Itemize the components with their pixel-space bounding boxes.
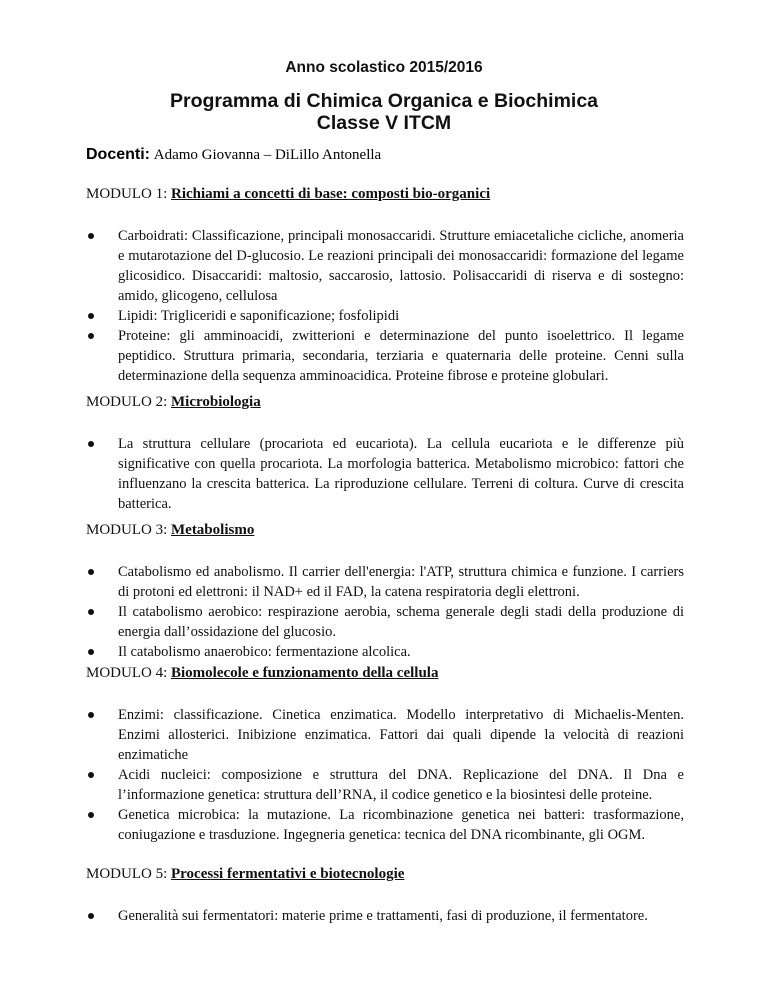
list-item [86, 805, 684, 845]
list-item-text: Proteine: gli amminoacidi, zwitterioni e determinazione del punto isoelettrico. Il legame peptidico. Struttura primaria, secondaria, terziaria e quaternaria delle proteine. Cenni sulla determinazione della sequenza amminoacidica. Proteine fibrose e proteine globulari. [118, 328, 684, 384]
module-4-list [86, 705, 684, 845]
module-4-heading [86, 665, 438, 682]
module-topic: Biomolecole e funzionamento della cellula [171, 665, 439, 681]
module-prefix: MODULO 3: [86, 522, 168, 538]
class-title: Classe V ITCM [316, 112, 452, 134]
list-item [86, 765, 684, 805]
list-item-text: Carboidrati: Classificazione, principali monosaccaridi. Strutture emiacetaliche cicliche, anomeria e mutarotazione del D-glucosio. Le reazioni principali dei monosaccaridi: formazione del legame glicosidico. Disaccaridi: maltosio, saccarosio, lattosio. Polisaccaridi di riserva e di sostegno: amido, glicogeno, cellulosa [118, 228, 684, 304]
bullet-icon [88, 712, 94, 718]
bullet-icon [88, 772, 94, 778]
module-prefix: MODULO 4: [86, 665, 168, 681]
list-item [86, 642, 684, 662]
module-prefix: MODULO 1: [86, 186, 168, 202]
list-item-text: Lipidi: Trigliceridi e saponificazione; fosfolipidi [118, 308, 400, 324]
list-item [86, 906, 684, 926]
teachers-label: Docenti: [86, 146, 150, 163]
bullet-icon [88, 609, 94, 615]
bullet-icon [88, 313, 94, 319]
list-item-text: Acidi nucleici: composizione e struttura del DNA. Replicazione del DNA. Il Dna e l’informazione genetica: struttura dell’RNA, il codice genetico e la biosintesi delle proteine. [118, 767, 684, 803]
list-item [86, 562, 684, 602]
module-2-heading [86, 394, 261, 411]
list-item-text: La struttura cellulare (procariota ed eucariota). La cellula eucariota e le differenze più significative con quella procariota. La morfologia batterica. Metabolismo microbico: fattori che influenzano la crescita batterica. La riproduzione cellulare. Terreni di coltura. Curve di crescita batterica. [118, 436, 684, 512]
module-5-list [86, 906, 684, 926]
list-item-text: Generalità sui fermentatori: materie prime e trattamenti, fasi di produzione, il fermentatore. [118, 908, 648, 924]
bullet-icon [88, 913, 94, 919]
list-item [86, 326, 684, 386]
module-2-list [86, 434, 684, 514]
module-topic: Richiami a concetti di base: composti bio-organici [171, 186, 491, 202]
module-3-heading [86, 522, 254, 539]
list-item-text: Enzimi: classificazione. Cinetica enzimatica. Modello interpretativo di Michaelis-Menten. Enzimi allosterici. Inibizione enzimatica. Fattori dai quali dipende la velocità di reazioni enzimatiche [118, 707, 684, 763]
program-title: Programma di Chimica Organica e Biochimica [169, 90, 599, 112]
module-5-heading [86, 866, 404, 883]
list-item [86, 226, 684, 306]
module-1-list [86, 226, 684, 386]
bullet-icon [88, 233, 94, 239]
teachers-names: Adamo Giovanna – DiLillo Antonella [153, 147, 382, 163]
list-item [86, 434, 684, 514]
list-item [86, 602, 684, 642]
module-topic: Metabolismo [171, 522, 255, 538]
bullet-icon [88, 441, 94, 447]
module-prefix: MODULO 2: [86, 394, 168, 410]
module-3-list [86, 562, 684, 662]
bullet-icon [88, 569, 94, 575]
module-topic: Microbiologia [171, 394, 261, 410]
bullet-icon [88, 812, 94, 818]
bullet-icon [88, 649, 94, 655]
module-topic: Processi fermentativi e biotecnologie [171, 866, 405, 882]
list-item-text: Il catabolismo aerobico: respirazione aerobia, schema generale degli stadi della produzione di energia dall’ossidazione del glucosio. [118, 604, 684, 640]
list-item-text: Catabolismo ed anabolismo. Il carrier dell'energia: l'ATP, struttura chimica e funzione. I carriers di protoni ed elettroni: il NAD+ ed il FAD, la catena respiratoria degli elettroni. [118, 564, 684, 600]
list-item-text: Genetica microbica: la mutazione. La ricombinazione genetica nei batteri: trasformazione, coniugazione e trasduzione. Ingegneria genetica: tecnica del DNA ricombinante, gli OGM. [118, 807, 684, 843]
teachers-line [86, 146, 381, 164]
list-item [86, 306, 684, 326]
list-item [86, 705, 684, 765]
bullet-icon [88, 333, 94, 339]
module-prefix: MODULO 5: [86, 866, 168, 882]
list-item-text: Il catabolismo anaerobico: fermentazione alcolica. [118, 644, 411, 660]
module-1-heading [86, 186, 490, 203]
school-year: Anno scolastico 2015/2016 [285, 59, 483, 76]
